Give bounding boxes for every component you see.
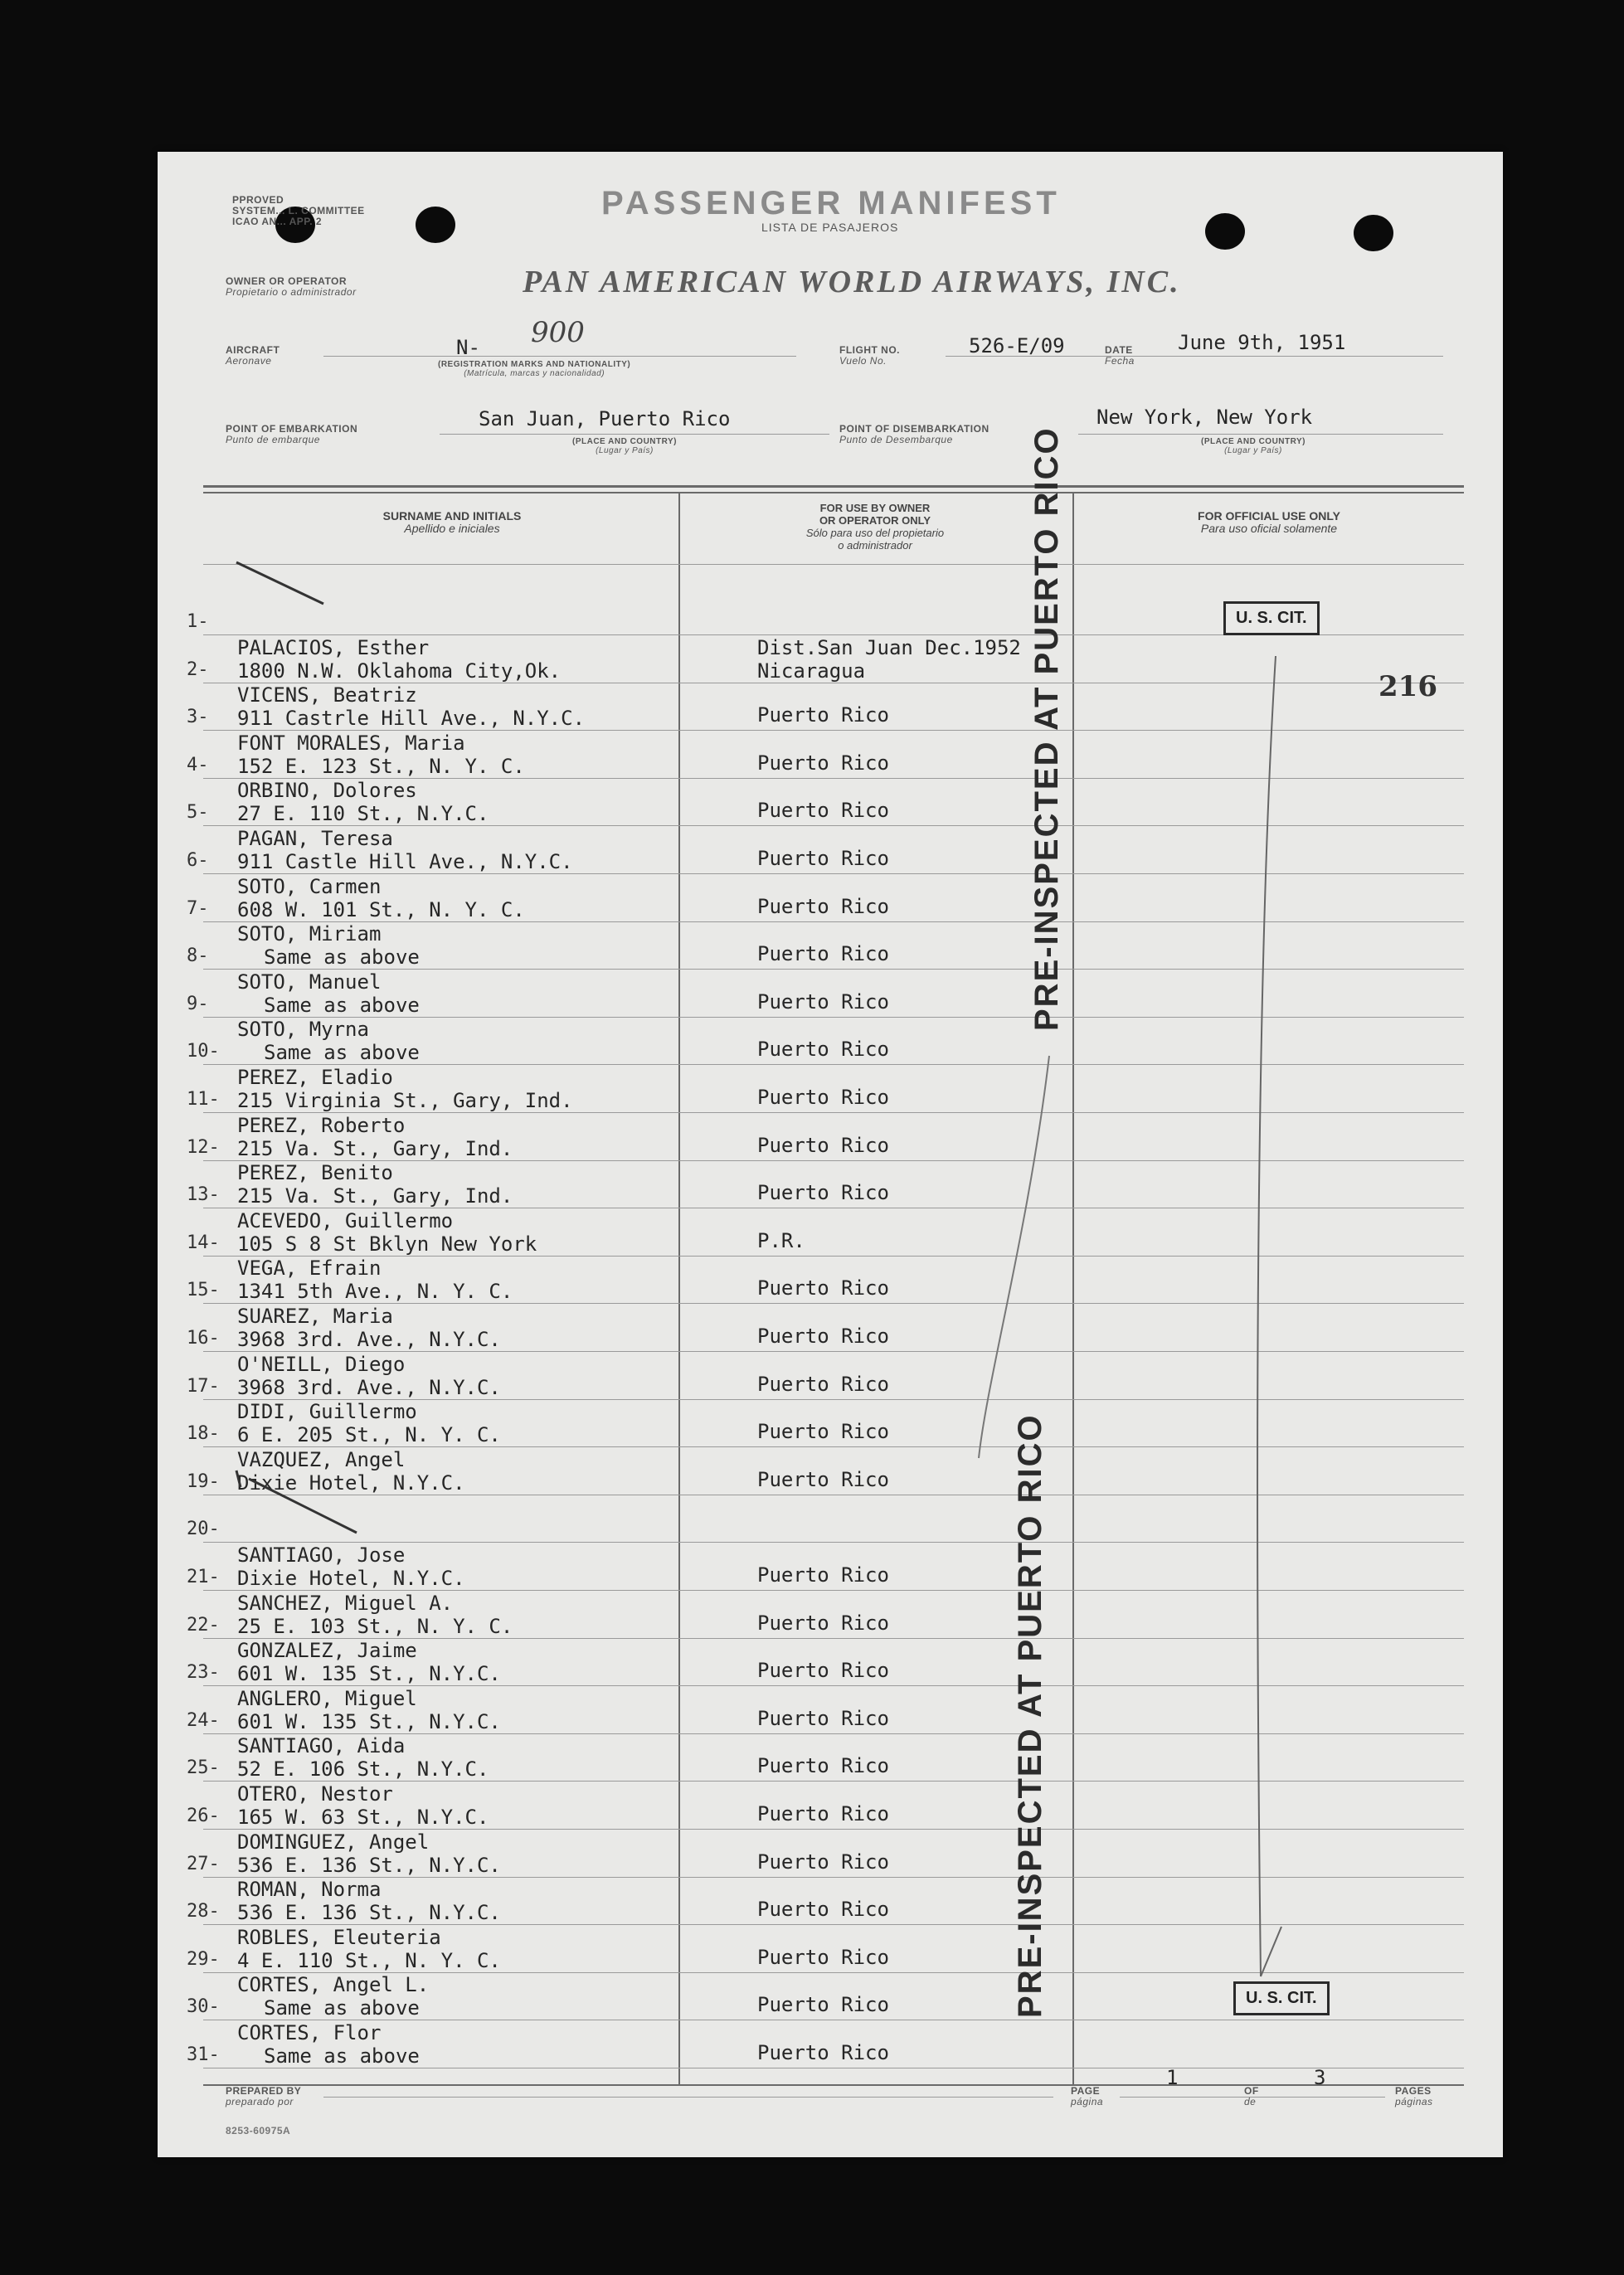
disembark-value: New York, New York [1096, 406, 1313, 429]
passenger-name: SOTO, Carmen [237, 875, 382, 898]
passenger-name: CORTES, Flor [237, 2021, 382, 2044]
owner-value: PAN AMERICAN WORLD AIRWAYS, INC. [523, 265, 1181, 299]
passenger-address: 105 S 8 St Bklyn New York [237, 1232, 537, 1256]
preinspected-stamp: PRE-INSPECTED AT PUERTO RICO [1012, 1413, 1048, 2018]
passenger-address: 27 E. 110 St., N.Y.C. [237, 802, 489, 825]
page-subtitle: LISTA DE PASAJEROS [761, 221, 899, 234]
row-number: 9- [187, 994, 209, 1014]
pencil-line [1261, 1927, 1281, 1976]
row-number: 25- [187, 1757, 220, 1778]
passenger-name: ACEVEDO, Guillermo [237, 1209, 454, 1232]
operator-use-entry: Puerto Rico [757, 1802, 889, 1825]
passenger-address: Same as above [264, 1996, 420, 2020]
passenger-address: 6 E. 205 St., N. Y. C. [237, 1423, 501, 1446]
passenger-name: SANCHEZ, Miguel A. [237, 1592, 454, 1615]
prepared-by-line [323, 2097, 1053, 2098]
operator-use-entry: Puerto Rico [757, 1325, 889, 1348]
operator-use-entry: Puerto Rico [757, 1181, 889, 1204]
tick-mark [236, 1470, 241, 1487]
registration-label: (REGISTRATION MARKS AND NATIONALITY) (Matrícula, marcas y nacionalidad) [438, 360, 631, 378]
surname-column-header: SURNAME AND INITIALS Apellido e iniciales [382, 509, 522, 535]
passenger-address: 25 E. 103 St., N. Y. C. [237, 1615, 513, 1638]
row-number: 3- [187, 707, 209, 727]
flight-value: 526-E/09 [969, 334, 1065, 357]
passenger-address: 1341 5th Ave., N. Y. C. [237, 1280, 513, 1303]
us-citizen-stamp: U. S. CIT. [1233, 1981, 1330, 2015]
date-value: June 9th, 1951 [1178, 331, 1346, 354]
operator-use-entry: P.R. [757, 1229, 805, 1252]
passenger-name: ORBINO, Dolores [237, 779, 417, 802]
passenger-address: Same as above [264, 945, 420, 969]
passenger-name: DOMINGUEZ, Angel [237, 1830, 430, 1854]
approved-line: SYSTEM... L. COMMITTEE [232, 205, 365, 216]
passenger-name: ROBLES, Eleuteria [237, 1926, 441, 1949]
row-number: 1- [187, 611, 209, 632]
passenger-address: Same as above [264, 994, 420, 1017]
page-number: 1 [1166, 2066, 1179, 2089]
passenger-name: PEREZ, Benito [237, 1161, 393, 1184]
passenger-address: 536 E. 136 St., N.Y.C. [237, 1854, 501, 1877]
of-label: OF de [1244, 2085, 1259, 2107]
us-citizen-stamp: U. S. CIT. [1223, 601, 1320, 635]
passenger-name: PEREZ, Roberto [237, 1114, 406, 1137]
operator-use-entry: Puerto Rico [757, 1563, 889, 1587]
passenger-address: 215 Va. St., Gary, Ind. [237, 1137, 513, 1160]
annotation-marks [158, 152, 1503, 2157]
passenger-name: CORTES, Angel L. [237, 1973, 430, 1996]
passenger-name: SOTO, Miriam [237, 922, 382, 945]
total-pages: 3 [1314, 2066, 1326, 2089]
passenger-address: Same as above [264, 2044, 420, 2068]
pages-label: PAGES páginas [1395, 2085, 1433, 2107]
passenger-name: ROMAN, Norma [237, 1878, 382, 1901]
row-number: 2- [187, 659, 209, 680]
row-number: 13- [187, 1184, 220, 1205]
passenger-name: VEGA, Efrain [237, 1257, 382, 1280]
operator-use-entry: Puerto Rico [757, 1898, 889, 1921]
passenger-name: DIDI, Guillermo [237, 1400, 417, 1423]
row-number: 31- [187, 2044, 220, 2065]
passenger-name: PEREZ, Eladio [237, 1066, 393, 1089]
operator-use-entry: Puerto Rico [757, 990, 889, 1014]
row-number: 6- [187, 850, 209, 871]
slash-mark [236, 562, 323, 604]
operator-use-entry: Puerto Rico [757, 942, 889, 965]
passenger-name: PALACIOS, Esther [237, 636, 430, 659]
pencil-line [979, 1056, 1049, 1458]
aircraft-prefix: N- [456, 336, 480, 359]
operator-use-entry: Puerto Rico [757, 1707, 889, 1730]
manifest-sheet [158, 152, 1503, 2157]
operator-use-entry: Puerto Rico [757, 1946, 889, 1969]
row-number: 8- [187, 945, 209, 966]
operator-use-entry: Puerto Rico [757, 1754, 889, 1777]
passenger-address: Same as above [264, 1041, 420, 1064]
row-number: 4- [187, 755, 209, 775]
operator-use-entry: Puerto Rico [757, 1659, 889, 1682]
row-number: 22- [187, 1615, 220, 1636]
operator-use-entry: Puerto Rico [757, 1373, 889, 1396]
row-number: 14- [187, 1232, 220, 1253]
row-number: 12- [187, 1137, 220, 1158]
passenger-address: 3968 3rd. Ave., N.Y.C. [237, 1328, 501, 1351]
passenger-name: SANTIAGO, Aida [237, 1734, 406, 1757]
operator-use-entry: Puerto Rico [757, 1086, 889, 1109]
operator-use-entry: Puerto Rico [757, 847, 889, 870]
row-number: 18- [187, 1423, 220, 1444]
passenger-address: 3968 3rd. Ave., N.Y.C. [237, 1376, 501, 1399]
slash-mark [249, 1479, 357, 1533]
row-number: 19- [187, 1471, 220, 1492]
embark-place-label: (PLACE AND COUNTRY) (Lugar y País) [572, 437, 677, 455]
operator-use-entry: Dist.San Juan Dec.1952 [757, 636, 1021, 659]
row-number: 11- [187, 1089, 220, 1110]
passenger-address: 165 W. 63 St., N.Y.C. [237, 1806, 489, 1829]
row-number: 24- [187, 1710, 220, 1731]
owner-label: OWNER OR OPERATOR Propietario o administrador [226, 275, 357, 298]
row-number: 16- [187, 1328, 220, 1349]
page-label: PAGE página [1071, 2085, 1104, 2107]
passenger-address: 152 E. 123 St., N. Y. C. [237, 755, 525, 778]
passenger-name: OTERO, Nestor [237, 1782, 393, 1806]
passenger-address: 215 Va. St., Gary, Ind. [237, 1184, 513, 1208]
passenger-name: PAGAN, Teresa [237, 827, 393, 850]
approved-line: PPROVED [232, 194, 284, 206]
passenger-address: 536 E. 136 St., N.Y.C. [237, 1901, 501, 1924]
operator-use-entry: Puerto Rico [757, 703, 889, 727]
passenger-address: 601 W. 135 St., N.Y.C. [237, 1710, 501, 1733]
row-number: 5- [187, 802, 209, 823]
aircraft-value: 900 [531, 316, 585, 349]
passenger-address: 911 Castle Hill Ave., N.Y.C. [237, 850, 573, 873]
pencil-line [1257, 656, 1276, 1976]
row-number: 21- [187, 1567, 220, 1587]
date-label: DATE Fecha [1105, 344, 1135, 367]
page-line [1120, 2097, 1385, 2098]
operator-use-entry: Puerto Rico [757, 1468, 889, 1491]
operator-use-entry: Puerto Rico [757, 1420, 889, 1443]
row-number: 10- [187, 1041, 220, 1062]
operator-use-entry: Puerto Rico [757, 1038, 889, 1061]
operator-use-entry: Puerto Rico [757, 799, 889, 822]
passenger-address: 215 Virginia St., Gary, Ind. [237, 1089, 573, 1112]
operator-use-entry: Puerto Rico [757, 1276, 889, 1300]
operator-use-entry: Puerto Rico [757, 2041, 889, 2064]
row-number: 30- [187, 1996, 220, 2017]
passenger-name: SOTO, Myrna [237, 1018, 369, 1041]
disembark-label: POINT OF DISEMBARKATION Punto de Desembarque [839, 423, 989, 445]
operator-use-entry: Puerto Rico [757, 1850, 889, 1874]
row-number: 23- [187, 1662, 220, 1683]
row-number: 20- [187, 1519, 220, 1539]
passenger-address: 608 W. 101 St., N. Y. C. [237, 898, 525, 921]
page-title: PASSENGER MANIFEST [601, 185, 1061, 221]
passenger-name: SUAREZ, Maria [237, 1305, 393, 1328]
form-code: 8253-60975A [226, 2125, 291, 2136]
operator-use-entry: Puerto Rico [757, 1134, 889, 1157]
prepared-by-label: PREPARED BY preparado por [226, 2085, 302, 2107]
passenger-address: 52 E. 106 St., N.Y.C. [237, 1757, 489, 1781]
operator-use-entry: Puerto Rico [757, 895, 889, 918]
row-number: 26- [187, 1806, 220, 1826]
passenger-name: GONZALEZ, Jaime [237, 1639, 417, 1662]
official-number: 216 [1378, 670, 1437, 703]
operator-use-entry: Puerto Rico [757, 751, 889, 775]
embark-label: POINT OF EMBARKATION Punto de embarque [226, 423, 358, 445]
approved-line: ICAO AN... APP. 2 [232, 216, 323, 227]
operator-use-entry: Puerto Rico [757, 1993, 889, 2016]
passenger-address: Dixie Hotel, N.Y.C. [237, 1471, 465, 1495]
passenger-name: O'NEILL, Diego [237, 1353, 406, 1376]
passenger-address: Dixie Hotel, N.Y.C. [237, 1567, 465, 1590]
passenger-name: VAZQUEZ, Angel [237, 1448, 406, 1471]
flight-label: FLIGHT NO. Vuelo No. [839, 344, 900, 367]
passenger-address: 601 W. 135 St., N.Y.C. [237, 1662, 501, 1685]
passenger-address: 4 E. 110 St., N. Y. C. [237, 1949, 501, 1972]
passenger-name: SOTO, Manuel [237, 970, 382, 994]
passenger-address: 911 Castrle Hill Ave., N.Y.C. [237, 707, 586, 730]
row-number: 28- [187, 1901, 220, 1922]
row-number: 15- [187, 1280, 220, 1300]
embark-value: San Juan, Puerto Rico [479, 407, 731, 430]
row-number: 27- [187, 1854, 220, 1874]
passenger-name: VICENS, Beatriz [237, 683, 417, 707]
operator-use-entry: Puerto Rico [757, 1611, 889, 1635]
disembark-place-label: (PLACE AND COUNTRY) (Lugar y País) [1201, 437, 1306, 455]
passenger-name: SANTIAGO, Jose [237, 1543, 406, 1567]
passenger-address: 1800 N.W. Oklahoma City,Ok. [237, 659, 562, 683]
preinspected-stamp: PRE-INSPECTED AT PUERTO RICO [1028, 426, 1065, 1031]
official-use-column-header: FOR OFFICIAL USE ONLY Para uso oficial solamente [1198, 509, 1340, 535]
row-number: 17- [187, 1376, 220, 1397]
row-number: 29- [187, 1949, 220, 1970]
owner-use-column-header: FOR USE BY OWNER OR OPERATOR ONLY Sólo para uso del propietario o administrador [805, 502, 945, 552]
row-number: 7- [187, 898, 209, 919]
passenger-name: ANGLERO, Miguel [237, 1687, 417, 1710]
operator-use-entry-line2: Nicaragua [757, 659, 866, 683]
aircraft-label: AIRCRAFT Aeronave [226, 344, 280, 367]
passenger-name: FONT MORALES, Maria [237, 732, 465, 755]
